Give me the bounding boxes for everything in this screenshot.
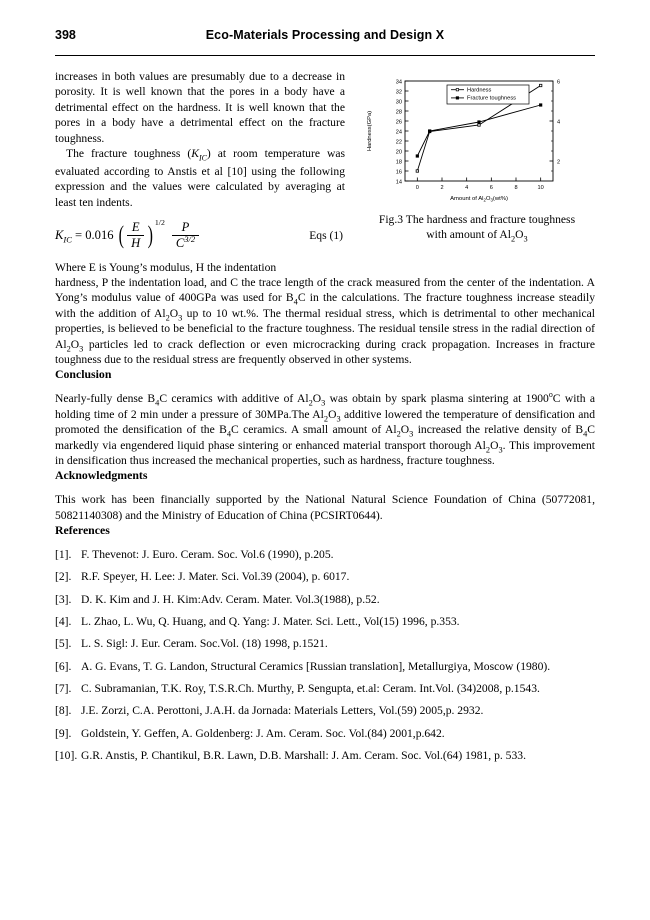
x-axis-tick-label: 6 (489, 185, 493, 191)
reference-number: [6]. (55, 659, 72, 673)
y-axis-tick-label: 32 (395, 89, 402, 96)
data-point-marker (478, 124, 480, 126)
y-axis-tick-label: 18 (395, 159, 402, 166)
figure-3 (359, 69, 595, 242)
top-block (55, 69, 595, 275)
heading-conclusion: Conclusion (55, 367, 112, 382)
reference-text: L. Zhao, L. Wu, Q. Huang, and Q. Yang: J. Mater. Sci. Lett., Vol(15) 1996, p.353. (81, 615, 460, 629)
reference-number: [2]. (55, 570, 72, 584)
reference-number: [8]. (55, 704, 72, 718)
para2-pre: The fracture toughness ( (66, 147, 192, 161)
reference-list (55, 547, 595, 763)
eq-paren-close: ) (147, 220, 154, 250)
heading-acknowledgments: Acknowledgments (55, 468, 148, 483)
figure-caption-line1: Fig.3 The hardness and fracture toughness (378, 213, 576, 226)
x-axis-tick-label: 10 (537, 185, 544, 191)
y-axis-tick-label: 26 (395, 119, 402, 126)
eq-den-c: $C^{3/2}$ (172, 235, 199, 251)
y-axis-tick-label: 34 (395, 79, 402, 86)
running-head (55, 28, 595, 48)
data-point-marker (478, 121, 480, 123)
paragraph-conclusion: Nearly-fully dense $B_4C$ ceramics with additive of $Al_2O_3$ was obtain by spark plasma sintering at 1900$^o$C with a holding time of 2 min under a pressure of 30MPa.The $Al_2O_3$ additive lowered the temperature of densification and promoted the densification of the $B_4C$ ceramics. A small amount of $Al_2O_3$ increased the relative density of $B_4C$ markedly via engendered liquid phase sintering or enhanced material transport thorough $Al_2O_3$. This improvement in densification thus increased the mechanical properties, such as hardness, fracture toughness. (55, 390, 596, 467)
reference-text: R.F. Speyer, H. Lee: J. Mater. Sci. Vol.39 (2004), p. 6017. (81, 570, 350, 584)
data-point-marker (539, 84, 541, 86)
equation-kic (55, 218, 201, 250)
figure-column (359, 69, 595, 242)
y-axis-tick-label: 30 (395, 99, 402, 106)
eq-exponent-half: 1/2 (154, 218, 165, 228)
y-axis-tick-label: 20 (395, 149, 402, 156)
reference-number: [1]. (55, 548, 72, 562)
paragraph-acknowledgments: This work has been financially supported by the National Natural Science Foundation of China (50772081, 50821140308) and the Ministry of Education of China (PCSIRT0644). (55, 493, 595, 522)
eq-equals: = 0.016 (74, 228, 114, 243)
y-axis-tick-label: 24 (395, 129, 402, 136)
reference-item (55, 636, 595, 651)
legend-marker-2 (456, 97, 458, 99)
y-axis-tick-label: 16 (395, 169, 402, 176)
reference-item (55, 592, 595, 607)
reference-item (55, 569, 595, 584)
reference-item (55, 726, 595, 741)
paragraph-fracture-toughness (55, 146, 345, 210)
page-title: Eco-Materials Processing and Design X (205, 28, 445, 42)
left-text-column (55, 69, 345, 275)
reference-text: Goldstein, Y. Geffen, A. Goldenberg: J. Am. Ceram. Soc. Vol.(84) 2001,p.642. (81, 726, 445, 740)
paragraph-where-rest: hardness, P the indentation load, and C the trace length of the crack measured from the center of the indentation. A Yong’s modulus value of 400GPa was used for $B_4C$ in the calculations. The fracture toughness increase steadily with the addition of $Al_2O_3$ up to 10 wt.%. The thermal residual stress, which is detrimental to other mechanical properties, is believed to be beneficial to the fracture toughness. The residual tensile stress in the radial direction of $Al_2O_3$ particles led to crack deflection or even microcracking during crack propagation. Increases in fracture toughness due to the residual stress are frequently observed in other systems. (55, 275, 595, 366)
x-axis-tick-label: 4 (465, 185, 469, 191)
para2-post: ) at room temperature was evaluated according to Anstis et al [10] using the following expression and the values were calculated by averaging at least ten indents. (55, 147, 345, 209)
eq-fraction-e-over-h: $\frac{E}{H}$ (127, 221, 144, 250)
heading-references: References (55, 523, 110, 538)
legend-label-1: Hardness (467, 87, 492, 94)
eq-lhs: $K_{IC}$ (55, 227, 72, 245)
eq-fraction-p-over-c: $\frac{P}{C^{3/2}}$ (172, 221, 199, 250)
figure-caption-line2: with amount of $Al_2O_3$ (426, 228, 528, 244)
chart-svg (359, 69, 595, 209)
figure-caption (359, 212, 595, 242)
reference-item (55, 703, 595, 718)
reference-text: L. S. Sigl: J. Eur. Ceram. Soc.Vol. (18) 1998, p.1521. (81, 637, 328, 651)
reference-item (55, 614, 595, 629)
y2-axis-tick-label: 6 (557, 79, 561, 86)
equation-label: Eqs (1) (309, 229, 343, 243)
reference-item (55, 547, 595, 562)
paragraph-continuation: increases in both values are presumably due to a decrease in porosity. It is well known that the pores in a body have a detrimental effect on the hardness. It is well known that the pores in a body have a detrimental effect on the fracture toughness. (55, 70, 345, 145)
paragraph-where-lead: Where E is Young’s modulus, H the indentation (55, 260, 277, 274)
x-axis-title: Amount of $Al_2O_3(wt\%)$ (450, 196, 508, 203)
reference-item (55, 748, 595, 763)
data-point-marker (416, 155, 418, 157)
y-axis-tick-label: 22 (395, 139, 402, 146)
symbol-kic: $K_{IC}$ (191, 147, 207, 163)
y-axis-tick-label: 28 (395, 109, 402, 116)
reference-text: D. K. Kim and J. H. Kim:Adv. Ceram. Mater. Vol.3(1988), p.52. (81, 592, 380, 606)
y2-axis-tick-label: 2 (557, 159, 561, 166)
header-rule (55, 55, 595, 56)
reference-item (55, 681, 595, 696)
y-axis-title: Hardness(GPa) (367, 110, 373, 152)
data-point-marker (539, 104, 541, 106)
x-axis-tick-label: 0 (415, 185, 419, 191)
data-point-marker (428, 130, 430, 132)
reference-number: [4]. (55, 615, 72, 629)
chart-hardness-toughness (359, 69, 595, 209)
y2-axis-tick-label: 4 (557, 119, 561, 126)
x-axis-tick-label: 8 (514, 185, 518, 191)
legend-marker-1 (456, 89, 458, 91)
eq-paren-open: ( (118, 220, 124, 250)
data-point-marker (416, 170, 418, 172)
reference-text: F. Thevenot: J. Euro. Ceram. Soc. Vol.6 (1990), p.205. (81, 548, 334, 562)
reference-text: J.E. Zorzi, C.A. Perottoni, J.A.H. da Jornada: Materials Letters, Vol.(59) 2005,p. 2932. (81, 704, 484, 718)
page-number: 398 (55, 28, 76, 42)
equation-row (55, 218, 345, 250)
reference-text: G.R. Anstis, P. Chantikul, B.R. Lawn, D.B. Marshall: J. Am. Ceram. Soc. Vol.(64) 1981, p. 533. (81, 748, 526, 762)
legend-label-2: Fracture toughness (467, 95, 517, 102)
y-axis-tick-label: 14 (395, 179, 402, 186)
reference-text: C. Subramanian, T.K. Roy, T.S.R.Ch. Murthy, P. Sengupta, et.al: Ceram. Int.Vol. (34)2008, p.1543. (81, 681, 540, 695)
reference-number: [7]. (55, 681, 72, 695)
reference-text: A. G. Evans, T. G. Landon, Structural Ceramics [Russian translation], Metallurgiya, Moscow (1980). (81, 659, 551, 673)
x-axis-tick-label: 2 (440, 185, 444, 191)
reference-number: [5]. (55, 637, 72, 651)
reference-number: [3]. (55, 592, 72, 606)
reference-item (55, 659, 595, 674)
chart-generated-layer (367, 79, 560, 202)
reference-number: [10]. (55, 748, 78, 762)
reference-number: [9]. (55, 726, 72, 740)
